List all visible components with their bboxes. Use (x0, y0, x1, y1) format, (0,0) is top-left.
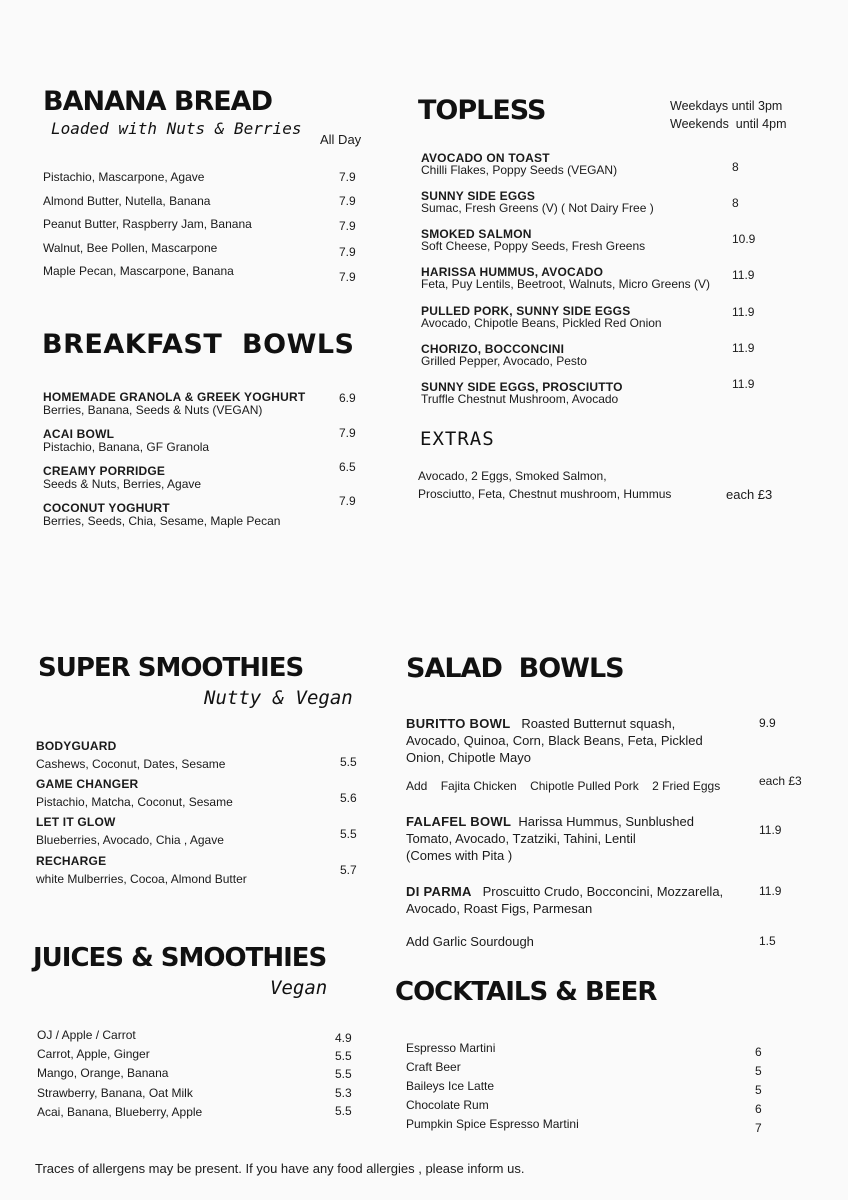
menu-item-price: 5.5 (340, 755, 357, 769)
menu-item-name: Mango, Orange, Banana (37, 1066, 169, 1080)
menu-item (406, 883, 751, 917)
menu-item-price: 6.9 (339, 391, 356, 405)
topless-hours-weekdays: Weekdays until 3pm (670, 99, 783, 113)
menu-item-price: 5.5 (335, 1067, 352, 1081)
salad-bowls-title: SALAD BOWLS (406, 653, 624, 684)
menu-item-name: ACAI BOWL (43, 427, 115, 441)
juices-title: JUICES & SMOOTHIES (33, 943, 327, 973)
menu-item-price: 7 (755, 1121, 762, 1135)
extras-line-1: Avocado, 2 Eggs, Smoked Salmon, (418, 469, 607, 483)
menu-item-price: 5.5 (335, 1049, 352, 1063)
menu-item-desc: Tomato, Avocado, Tzatziki, Tahini, Lentil (406, 831, 636, 846)
menu-item-price: 5.7 (340, 863, 357, 877)
menu-item-price: 10.9 (732, 232, 756, 246)
menu-item-name: Baileys Ice Latte (406, 1079, 495, 1093)
menu-item-price: 11.9 (732, 305, 755, 319)
menu-item-name: OJ / Apple / Carrot (37, 1028, 136, 1042)
menu-item-name: HOMEMADE GRANOLA & GREEK YOGHURT (43, 390, 306, 404)
menu-item-name: GAME CHANGER (36, 777, 139, 791)
menu-item (406, 715, 746, 766)
menu-item-desc: Truffle Chestnut Mushroom, Avocado (421, 392, 619, 406)
menu-item-price: 8 (732, 160, 739, 174)
addon-option: 2 Fried Eggs (652, 779, 721, 793)
menu-item-price: 5 (755, 1083, 762, 1097)
extras-line-2: Prosciutto, Feta, Chestnut mushroom, Hummus (418, 487, 672, 501)
menu-item-price: 7.9 (339, 245, 356, 259)
menu-item-desc: Berries, Banana, Seeds & Nuts (VEGAN) (43, 403, 263, 417)
allergen-note: Traces of allergens may be present. If you have any food allergies , please inform us. (35, 1161, 525, 1176)
menu-item-name: COCONUT YOGHURT (43, 501, 170, 515)
menu-item-desc: Soft Cheese, Poppy Seeds, Fresh Greens (421, 239, 646, 253)
menu-item-name: Pumpkin Spice Espresso Martini (406, 1117, 579, 1131)
menu-item-name: CREAMY PORRIDGE (43, 464, 166, 478)
menu-item-desc: Harissa Hummus, Sunblushed (518, 814, 694, 829)
banana-bread-availability: All Day (320, 132, 362, 147)
menu-item-name: Chocolate Rum (406, 1098, 489, 1112)
menu-item-desc: Feta, Puy Lentils, Beetroot, Walnuts, Micro Greens (V) (421, 277, 710, 291)
menu-item-desc: Chilli Flakes, Poppy Seeds (VEGAN) (421, 163, 618, 177)
menu-item-name: Walnut, Bee Pollen, Mascarpone (43, 241, 218, 255)
menu-item-desc: Roasted Butternut squash, (521, 716, 676, 731)
menu-item-price: 11.9 (732, 377, 755, 391)
menu-item-name: HARISSA HUMMUS, AVOCADO (421, 265, 604, 279)
menu-item-desc: Avocado, Roast Figs, Parmesan (406, 901, 593, 916)
addons-label: Add (406, 779, 428, 793)
menu-item-price: 7.9 (339, 170, 356, 184)
menu-item-desc: Seeds & Nuts, Berries, Agave (43, 477, 202, 491)
menu-item-price: 5.5 (335, 1104, 352, 1118)
garlic-sourdough-price: 1.5 (759, 934, 776, 948)
menu-item-price: 6 (755, 1045, 762, 1059)
menu-item-price: 11.9 (759, 823, 782, 837)
menu-item-desc: Blueberries, Avocado, Chia , Agave (36, 833, 224, 847)
menu-item-name: BODYGUARD (36, 739, 117, 753)
menu-item-desc: Pistachio, Banana, GF Granola (43, 440, 210, 454)
topless-hours-weekends: Weekends until 4pm (670, 117, 787, 131)
menu-item-desc: Avocado, Quinoa, Corn, Black Beans, Feta, Pickled (406, 733, 703, 748)
menu-item-name: DI PARMA (406, 884, 472, 899)
menu-item-desc: Sumac, Fresh Greens (V) ( Not Dairy Free ) (421, 201, 654, 215)
menu-item-name: RECHARGE (36, 854, 107, 868)
menu-item-price: 5.6 (340, 791, 357, 805)
menu-item-name: LET IT GLOW (36, 815, 116, 829)
menu-item-price: 7.9 (339, 426, 356, 440)
menu-item-price: 6 (755, 1102, 762, 1116)
menu-item-name: CHORIZO, BOCCONCINI (421, 342, 565, 356)
addon-option: Chipotle Pulled Pork (530, 779, 639, 793)
menu-item-price: 7.9 (339, 270, 356, 284)
menu-item-price: 11.9 (732, 341, 755, 355)
menu-item-price: 7.9 (339, 194, 356, 208)
breakfast-bowls-title: BREAKFAST BOWLS (42, 329, 355, 360)
menu-item-name: FALAFEL BOWL (406, 814, 512, 829)
banana-bread-subtitle: Loaded with Nuts & Berries (51, 119, 302, 138)
menu-item-price: 4.9 (335, 1031, 352, 1045)
menu-item-name: Strawberry, Banana, Oat Milk (37, 1086, 193, 1100)
menu-item-price: 11.9 (759, 884, 782, 898)
menu-item-price: 5.5 (340, 827, 357, 841)
menu-item-name: Peanut Butter, Raspberry Jam, Banana (43, 217, 252, 231)
menu-item-name: Maple Pecan, Mascarpone, Banana (43, 264, 234, 278)
menu-item-desc: Proscuitto Crudo, Bocconcini, Mozzarella, (482, 884, 724, 899)
menu-item-price: 5.3 (335, 1086, 352, 1100)
salad-addons (406, 779, 720, 793)
menu-item-name: Acai, Banana, Blueberry, Apple (37, 1105, 203, 1119)
menu-item-desc: Cashews, Coconut, Dates, Sesame (36, 757, 226, 771)
menu-item-name: PULLED PORK, SUNNY SIDE EGGS (421, 304, 631, 318)
cocktails-title: COCKTAILS & BEER (395, 977, 657, 1007)
extras-price: each £3 (726, 487, 773, 502)
menu-item-desc: Berries, Seeds, Chia, Sesame, Maple Pecan (43, 514, 281, 528)
menu-item-price: 5 (755, 1064, 762, 1078)
banana-bread-title: BANANA BREAD (43, 86, 272, 117)
menu-item-desc: Pistachio, Matcha, Coconut, Sesame (36, 795, 233, 809)
addons-price: each £3 (759, 774, 802, 788)
juices-subtitle: Vegan (270, 977, 328, 999)
menu-item-name: SUNNY SIDE EGGS (421, 189, 536, 203)
menu-item-name: SUNNY SIDE EGGS, PROSCIUTTO (421, 380, 623, 394)
menu-item-desc: Grilled Pepper, Avocado, Pesto (421, 354, 587, 368)
menu-item-name: BURITTO BOWL (406, 716, 511, 731)
menu-item-price: 11.9 (732, 268, 755, 282)
super-smoothies-title: SUPER SMOOTHIES (38, 653, 304, 683)
menu-item-price: 7.9 (339, 494, 356, 508)
addon-option: Fajita Chicken (440, 779, 517, 793)
menu-item-price: 9.9 (759, 716, 776, 730)
menu-item-desc: Onion, Chipotle Mayo (406, 750, 532, 765)
menu-item-name: Espresso Martini (406, 1041, 496, 1055)
menu-item-name: AVOCADO ON TOAST (421, 151, 550, 165)
menu-item-price: 6.5 (339, 460, 356, 474)
menu-item-name: Carrot, Apple, Ginger (37, 1047, 150, 1061)
menu-item-name: SMOKED SALMON (421, 227, 532, 241)
menu-item-desc: (Comes with Pita ) (406, 848, 513, 863)
topless-title: TOPLESS (418, 95, 546, 126)
menu-item-name: Pistachio, Mascarpone, Agave (43, 170, 205, 184)
menu-item-name: Craft Beer (406, 1060, 461, 1074)
garlic-sourdough: Add Garlic Sourdough (406, 934, 534, 949)
super-smoothies-subtitle: Nutty & Vegan (204, 687, 353, 709)
menu-item-desc: Avocado, Chipotle Beans, Pickled Red Onion (421, 316, 662, 330)
menu-item-desc: white Mulberries, Cocoa, Almond Butter (36, 872, 247, 886)
menu-item-price: 7.9 (339, 219, 356, 233)
menu-item (406, 813, 746, 864)
extras-title: EXTRAS (420, 428, 495, 450)
menu-item-name: Almond Butter, Nutella, Banana (43, 194, 211, 208)
menu-item-price: 8 (732, 196, 739, 210)
